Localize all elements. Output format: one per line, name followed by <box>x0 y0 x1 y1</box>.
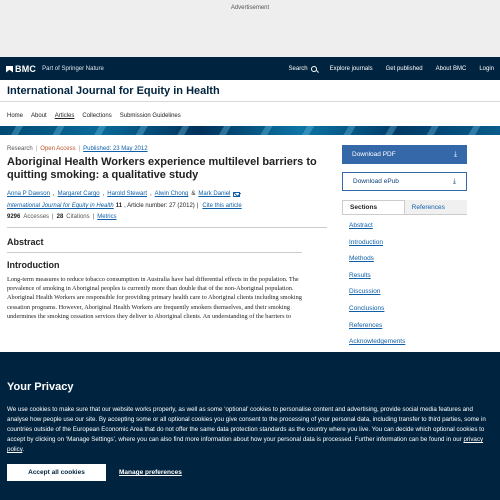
open-access-badge: Open Access <box>40 146 76 152</box>
sidebar-tabs <box>342 200 467 215</box>
article-sidebar <box>342 145 467 355</box>
logo-subtitle: Part of Springer Nature <box>42 65 104 72</box>
article-number: , Article number: 27 (2012) <box>124 203 195 209</box>
section-link-acknowledgements[interactable]: Acknowledgements <box>349 338 406 346</box>
author-link[interactable]: Harold Stewart <box>107 191 147 197</box>
decorative-banner <box>0 126 500 135</box>
article-type: Research <box>7 146 33 152</box>
bmc-logo-icon <box>6 66 13 73</box>
bmc-logo[interactable] <box>6 64 104 74</box>
download-pdf-button[interactable]: Download PDF ⤓ <box>342 145 467 164</box>
abstract-heading: Abstract <box>7 237 44 247</box>
publisher-header <box>0 57 500 80</box>
cite-this-article-link[interactable]: Cite this article <box>202 203 242 209</box>
nav-articles[interactable]: Articles <box>54 113 75 119</box>
section-link-discussion[interactable]: Discussion <box>349 288 381 296</box>
author-link[interactable]: Margaret Cargo <box>57 191 100 197</box>
journal-name-link[interactable]: International Journal for Equity in Health <box>7 203 114 209</box>
citations-count: 28 <box>56 214 64 220</box>
privacy-policy-link[interactable]: privacy policy <box>7 436 484 453</box>
article-title: Aboriginal Health Workers experience multilevel barriers to quitting smoking: a qualitative study <box>7 156 317 181</box>
journal-title[interactable]: International Journal for Equity in Health <box>7 84 220 97</box>
accept-all-cookies-button[interactable]: Accept all cookies <box>7 464 106 481</box>
article-meta: Research | Open Access | Published: 23 May 2012 <box>7 146 148 152</box>
section-link-methods[interactable]: Methods <box>349 255 374 263</box>
accesses-count: 9296 <box>7 214 21 220</box>
sections-list <box>342 222 467 355</box>
author-link[interactable]: Anna P Dawson <box>7 191 50 197</box>
about-bmc-link[interactable]: About BMC <box>435 65 467 72</box>
accesses-label: Accesses <box>23 214 50 220</box>
search-icon <box>311 66 317 72</box>
tab-references[interactable]: References <box>405 200 467 214</box>
get-published-link[interactable]: Get published <box>385 65 423 72</box>
article-main <box>7 146 327 321</box>
section-link-introduction[interactable]: Introduction <box>349 238 383 246</box>
article-metrics: 9296 Accesses | 28 Citations | Metrics <box>7 214 117 220</box>
nav-collections[interactable]: Collections <box>82 113 112 119</box>
nav-about[interactable]: About <box>31 113 47 119</box>
section-link-abstract[interactable]: Abstract <box>349 222 373 229</box>
tab-sections[interactable]: Sections <box>342 200 405 214</box>
nav-home[interactable]: Home <box>7 113 24 119</box>
introduction-heading: Introduction <box>7 260 60 270</box>
introduction-text: Long-term measures to reduce tobacco consumption in Australia have had differential effects in the population. The prevalence of smoking in Aboriginal peoples is currently more than double that of the non-Aboriginal population. Aboriginal Health Workers are responsible for providing primary health care to Aboriginal clients including smoking cessation programs. However, Aboriginal Health Workers are frequently smokers themselves, and their smoking undermines the smoking cessation services they deliver to Aboriginal clients. An understanding of the barriers to <box>7 276 302 320</box>
manage-preferences-link[interactable]: Manage preferences <box>119 469 182 476</box>
mail-icon[interactable] <box>233 192 240 197</box>
advertisement-label: Advertisement <box>230 5 270 11</box>
logo-text: BMC <box>15 63 37 74</box>
author-link[interactable]: Mark Daniel <box>198 191 231 197</box>
volume: 11 <box>115 203 123 209</box>
cookie-consent-banner <box>0 352 500 500</box>
privacy-text: We use cookies to make sure that our website works properly, as well as some ‘optional’ cookies to personalise content and advertising, provide social media features and analyse how people use our site. By accepting some or all optional cookies you give consent to the processing of your personal data, including transfer to third parties, some in countries outside of the European Economic Area that do not offer the same data protection standards as the country where you live. You can decide which optional cookies to accept by clicking on ‘Manage Settings’, where you can also find more information about how your personal data is processed. Further information can be found in our privacy policy. <box>7 406 486 453</box>
search-link[interactable]: Search <box>289 66 317 72</box>
nav-submission-guidelines[interactable]: Submission Guidelines <box>119 113 181 119</box>
section-link-conclusions[interactable]: Conclusions <box>349 304 385 312</box>
top-navigation <box>289 66 494 72</box>
download-icon: ⤓ <box>453 150 457 158</box>
metrics-link[interactable]: Metrics <box>97 214 117 220</box>
privacy-title: Your Privacy <box>7 381 74 393</box>
journal-header <box>0 80 500 102</box>
download-icon: ⤓ <box>452 177 456 185</box>
journal-navigation <box>0 108 500 124</box>
author-link[interactable]: Alwin Chong <box>154 191 189 197</box>
published-date[interactable]: Published: 23 May 2012 <box>83 146 148 152</box>
citations-label: Citations <box>66 214 90 220</box>
author-list: Anna P Dawson , Margaret Cargo , Harold Stewart , Alwin Chong & Mark Daniel <box>7 191 327 197</box>
advertisement-banner <box>0 0 500 57</box>
divider <box>7 252 302 253</box>
citation-line: International Journal for Equity in Health 11 , Article number: 27 (2012) | Cite this article <box>7 203 242 209</box>
privacy-actions <box>7 464 493 481</box>
download-epub-button[interactable]: Download ePub ⤓ <box>342 172 467 191</box>
divider <box>7 227 327 228</box>
section-link-results[interactable]: Results <box>349 271 371 279</box>
explore-journals-link[interactable]: Explore journals <box>329 65 373 72</box>
login-link[interactable]: Login <box>479 65 494 72</box>
section-link-references[interactable]: References <box>349 321 383 329</box>
